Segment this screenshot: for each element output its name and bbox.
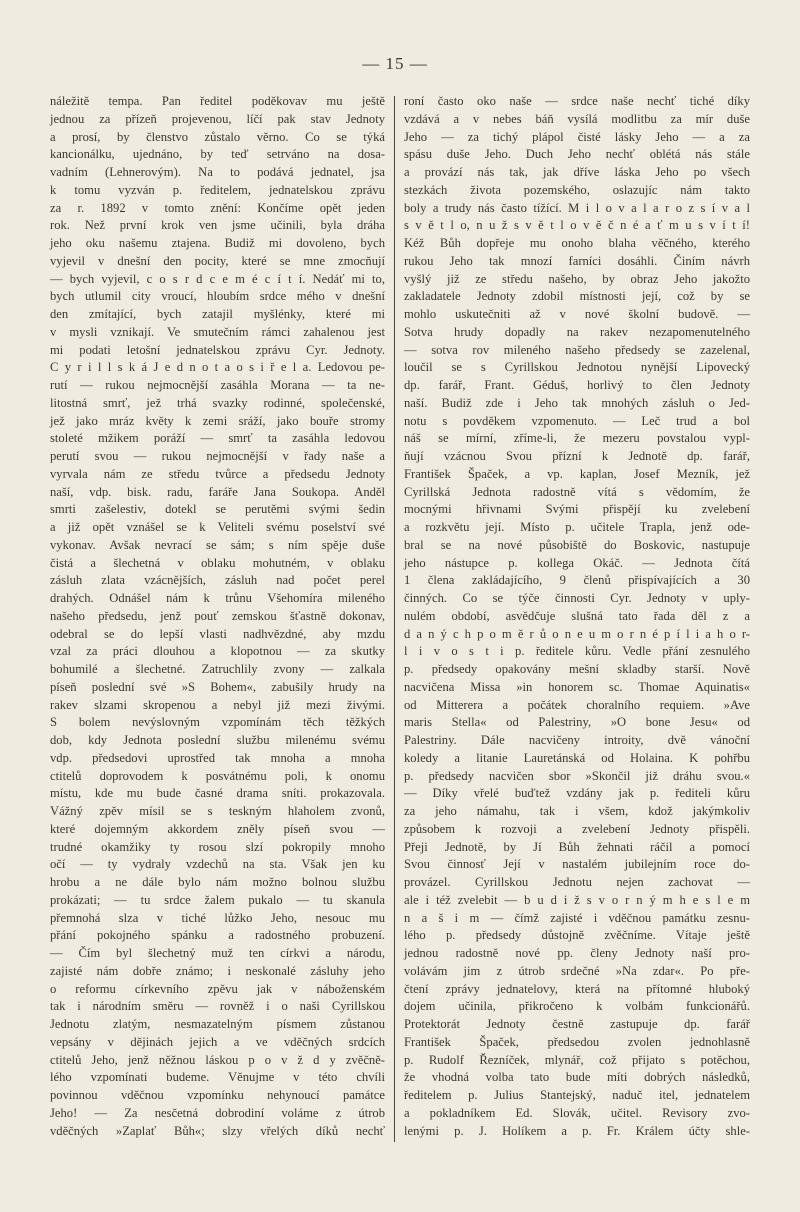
text-line: Sotva hrudy dopadly na rakev nezapomenutelného xyxy=(404,324,750,339)
text-line: rok. Než první krok ven jsme učinili, byla dráha xyxy=(50,218,385,233)
text-line: koledy a litanie Lauretánská od Holaina. K pohřbu xyxy=(404,750,750,765)
text-line: vyrvala nám ze středu tvůrce a předsedu Jednoty xyxy=(50,466,385,481)
text-line: nacvičena Missa »in honorem sc. Thomae Aquinatis« xyxy=(404,679,750,694)
text-line: místu, kde mu bude časné drama sníti. prokazovala. xyxy=(50,786,385,801)
text-line: ředitelem p. Julius Stantejský, naduč itel, jednatelem xyxy=(404,1088,750,1102)
text-line: ctitelů Jeho, jenž něžnou láskou p o v ž d y zvěčně- xyxy=(50,1052,385,1067)
text-line: Palestriny. Dále nacvičeny introity, dvě vánoční xyxy=(404,733,750,747)
text-line: rutí — rukou nejmocnější zasáhla Morana — ta ne- xyxy=(50,378,385,392)
text-line: k tomu vyzván p. ředitelem, jednatelskou zprávu xyxy=(50,182,385,197)
text-line: jednou radostně nové pp. členy Jednoty naší pro- xyxy=(404,946,750,960)
text-line: maris Stella« od Palestriny, »O bone Jesu« od xyxy=(404,715,750,730)
text-line: rukou Jeho tak mnozí farníci dosáhli. Činím návrh xyxy=(404,253,750,268)
text-line: Jeho — za tichý plápol čisté lásky Jeho — a za xyxy=(404,129,750,144)
text-line: perutí svou — rukou nejmocnější v řady naše a xyxy=(50,449,385,463)
text-line: mocnými hřivnami Svými přispějí ku zvelebení xyxy=(404,502,750,517)
text-line: ale i též zvelebit — b u d i ž s v o r n ý m h e s l e m xyxy=(404,892,750,907)
text-line: za r. 1892 v tomto znění: Končíme opět jeden xyxy=(50,200,385,215)
text-line: 1 člena zakládajícího, 9 členů přispívajících a 30 xyxy=(404,573,750,588)
text-line: Protektorát Jednoty čestně zastupuje dp. farář xyxy=(404,1017,750,1031)
text-line: způsobem k rozvoji a zvelebení Jednoty přispěli. xyxy=(404,821,750,836)
text-line: náš se mírní, zříme-li, že mezeru povstalou vypl- xyxy=(404,431,750,446)
text-line: vyšlý již ze středu našeho, by obraz Jeho jakožto xyxy=(404,271,750,286)
text-line: v mysli vznikají. Ve smutečním rámci zahalenou jest xyxy=(50,324,385,339)
text-line: kancionálku, ujednáno, by teď setrváno na dosa- xyxy=(50,147,385,162)
text-line: píseň poslední své »S Bohem«, zabušily hrudy na xyxy=(50,679,385,694)
text-line: náležitě tempa. Pan ředitel poděkovav mu ještě xyxy=(50,94,385,108)
text-line: dob, kdy Jednota poslední službu milenému svému xyxy=(50,733,385,747)
text-line: mohlo uskutečniti až v nové školní budově. — xyxy=(404,307,750,321)
text-line: p. předsedy opakovány mešní skladby starší. Nově xyxy=(404,662,750,676)
text-line: přemnohá slza v tiché lůžko Jeho, nesouc mu xyxy=(50,910,385,925)
text-line: — Díky vřelé buďtež vzdány jak p. řediteli kůru xyxy=(404,786,750,801)
text-line: vzal za práci dlouhou a klopotnou — za skutky xyxy=(50,644,385,659)
text-line: zásluh zlata vzácnějších, zásluh nad počet perel xyxy=(50,573,385,588)
column-divider xyxy=(394,96,395,1142)
text-line: C y r i l l s k á J e d n o t a o s i ř e l a. Ledovou pe- xyxy=(50,360,385,375)
text-line: stezkách života pozemského, oslazujíc nám takto xyxy=(404,182,750,197)
text-line: bral se na nové působiště do Boskovic, nastupuje xyxy=(404,537,750,552)
text-line: Svou činnosť Její v nastalém jubilejním roce do- xyxy=(404,857,750,872)
text-line: zakladatele Jednoty zdobil místnosti její, což by se xyxy=(404,289,750,304)
text-line: našeho předsedu, jenž pouť zemskou šťastně dokonav, xyxy=(50,608,385,623)
text-line: vadním (Lehnerovým). Na to podává jednatel, jsa xyxy=(50,165,385,179)
text-line: bych utlumil city vroucí, hloubím srdce mého v dnešní xyxy=(50,289,385,304)
text-line: a pokladníkem Ed. Slovák, učitel. Revisory zvo- xyxy=(404,1105,750,1120)
text-line: čistá a šlechetná v oblaku mohutném, v oblaku xyxy=(50,555,385,570)
text-line: Jednotu zlatým, nesmazatelným písmem zůstanou xyxy=(50,1017,385,1031)
text-line: notu s povděkem vzpomenuto. — Leč trud a bol xyxy=(404,413,750,428)
text-line: František Špaček, předsedou zvolen jednohlasně xyxy=(404,1034,750,1049)
text-line: — sotva rov mileného našeho předsedy se zazelenal, xyxy=(404,342,750,357)
text-line: Kéž Bůh dopřeje mu onoho blaha věčného, kterého xyxy=(404,236,750,250)
text-line: které dojemným akkordem zněly píseň svou — xyxy=(50,821,385,836)
left-column xyxy=(50,93,385,1140)
text-line: den zmítající, bych zatajil myšlénky, které mi xyxy=(50,307,385,321)
text-line: a prosí, by členstvo zůstalo věrno. Co se týká xyxy=(50,129,385,144)
text-line: a již opět vznášel se k Veliteli svému poselství své xyxy=(50,520,385,534)
text-line: p. předsedy nacvičen sbor »Skončil již dráhu svou.« xyxy=(404,768,750,783)
text-line: odebral se do lepší vlasti nadhvězdné, aby mzdu xyxy=(50,626,385,641)
text-line: mi podati letošní jednatelskou zprávu Cyr. Jednoty. xyxy=(50,342,385,357)
text-line: vdp. předsedovi uprostřed tak mnoha a mnoha xyxy=(50,750,385,765)
text-line: n a š i m — čímž zajisté i vděčnou památku zesnu- xyxy=(404,910,750,925)
text-line: a rozkvětu její. Místo p. učitele Trapla, jenž ode- xyxy=(404,520,750,534)
text-line: naší. Budiž zde i Jeho tak mnohých zásluh o Jed- xyxy=(404,395,750,410)
text-line: d a n ý c h p o m ě r ů o n e u m o r n é p í l i a h o r- xyxy=(404,626,750,641)
text-line: spásu duše Jeho. Duch Jeho nechť oblétá nás stále xyxy=(404,147,750,162)
text-line: že vhodná volba tato bude míti dobrých následků, xyxy=(404,1070,750,1085)
text-line: Vážný zpěv mísil se s teskným hlaholem zvonů, xyxy=(50,804,385,818)
text-line: trudné okamžiky ty rosou slzí pokropily mnoho xyxy=(50,839,385,854)
text-line: l i v o s t i p. ředitele kůru. Vedle přání zesnulého xyxy=(404,644,750,659)
text-line: jeho nástupce p. kollega Okáč. — Jednota čítá xyxy=(404,555,750,570)
text-line: za jeho námahu, tak i všem, kdož jakýmkoliv xyxy=(404,804,750,818)
text-line: činných. Co se týče činnosti Cyr. Jednoty v uply- xyxy=(404,591,750,605)
text-line: jednou za přízeň projevenou, líčí pak stav Jednoty xyxy=(50,111,385,126)
text-line: lého p. předsedy důstojně zvěčníme. Vítaje ještě xyxy=(404,928,750,943)
text-line: s v ě t l o, n u ž s v ě t l o v ě č n é a ť m u s v í t í! xyxy=(404,218,750,233)
text-line: — bych vyjevil, c o s r d c e m é c í t í. Nedáť mi to, xyxy=(50,271,385,286)
text-line: loučil se s Cyrillskou Jednotou nynější Lipovecký xyxy=(404,360,750,375)
text-line: vykonav. Avšak nevrací se sám; s ním spěje duše xyxy=(50,537,385,552)
text-line: bohumilé a šlechetné. Zatruchlily zvony — zalkala xyxy=(50,662,385,676)
text-line: p. Rudolf Řezníček, mlynář, což přijato s potěchou, xyxy=(404,1052,750,1067)
text-line: čtení zprávy jednatelovy, která na přítomné hluboký xyxy=(404,981,750,996)
text-line: jež jako mráz květy k zemi sráží, jako bouře stromy xyxy=(50,413,385,428)
page-number: — 15 — xyxy=(362,54,428,73)
text-line: zajisté nám dobře známo; i neskonalé zásluhy jeho xyxy=(50,963,385,978)
text-line: František Špaček, a vp. kaplan, Josef Mezník, jež xyxy=(404,466,750,481)
text-line: dojem učinila, přikročeno k volbám funkcionářů. xyxy=(404,999,750,1014)
text-line: vepsány v dějinách jejich a ve vděčných srdcích xyxy=(50,1034,385,1049)
text-line: roní často oko naše — srdce naše nechť tiché díky xyxy=(404,94,750,108)
text-line: Cyrillská Jednota radostně vítá s vědomím, že xyxy=(404,484,750,499)
text-line: přání pokojného spánku a radostného probuzení. xyxy=(50,928,385,943)
text-line: S bolem nevýslovným vzpomínám těch těžkých xyxy=(50,715,385,730)
text-line: a provází nás tak, jak dříve láska Jeho po všech xyxy=(404,165,750,179)
text-line: rakev slzami skropenou a nebyl již mezi živými. xyxy=(50,697,385,712)
text-line: povinnou vděčnou vzpomínku nehynoucí památce xyxy=(50,1088,385,1102)
right-column xyxy=(404,93,750,1140)
text-line: smrti zašelestiv, dotekl se perutěmi svými šedin xyxy=(50,502,385,517)
text-line: vděčných »Zaplať Bůh«; slzy vřelých díků nechť xyxy=(50,1123,385,1138)
text-line: očí — ty vydraly vzdechů na sta. Však jen ku xyxy=(50,857,385,872)
text-line: dp. farář, Frant. Géduš, horlivý to člen Jednoty xyxy=(404,378,750,392)
text-line: boly a trudy nás často tížící. M i l o v a l a r o z s í v a l xyxy=(404,200,750,215)
text-line: stoleté mžikem poráží — smrť ta zasáhla ledovou xyxy=(50,431,385,446)
text-line: vyjevil v dnešní den pocity, které se mne zmocňují xyxy=(50,253,385,268)
text-line: ňují vzácnou Svou přízní k Jednotě dp. farář, xyxy=(404,449,750,463)
text-line: nulém období, asvědčuje slušná tato řada děl z a xyxy=(404,608,750,623)
text-line: ctitelů doprovodem k posvátnému poli, k onomu xyxy=(50,768,385,783)
text-line: Přeji Jednotě, by Jí Bůh žehnati ráčil a pomocí xyxy=(404,839,750,854)
text-line: — Čím byl šlechetný muž ten církvi a národu, xyxy=(50,946,385,960)
text-line: volávám jim z útrob srdečné »Na zdar«. Po pře- xyxy=(404,963,750,978)
text-line: Jeho! — Za nesčetná dobrodiní voláme z útrob xyxy=(50,1105,385,1120)
text-line: od Mitterera a počátek choralního requiem. »Ave xyxy=(404,697,750,712)
text-line: litostná smrť, jež trhá svazky rodinné, společenské, xyxy=(50,395,385,410)
text-line: hrobu a ne dále bylo nám možno bolnou službu xyxy=(50,875,385,889)
text-line: lenými p. J. Holíkem a p. Fr. Králem účty shle- xyxy=(404,1123,750,1138)
text-line: o reformu církevního zpěvu jak v náboženském xyxy=(50,981,385,996)
text-line: jeho oku našemu ztajena. Budiž mi dovoleno, bych xyxy=(50,236,385,250)
text-line: drahých. Odnášel nám k trůnu Všehomíra mileného xyxy=(50,591,385,605)
text-line: tak i národním směru — rovněž i o naši Cyrillskou xyxy=(50,999,385,1014)
text-line: provázel. Cyrillskou Jednotu nejen zachovat — xyxy=(404,875,750,889)
text-line: lého vzpomínati budeme. Věnujme v této chvíli xyxy=(50,1070,385,1085)
text-line: prokázati; — tu srdce žalem pukalo — tu skanula xyxy=(50,892,385,907)
text-line: naší, vdp. bisk. radu, faráře Jana Soukopa. Anděl xyxy=(50,484,385,499)
text-line: vzdává a v nebes báň vysílá modlitbu za mír duše xyxy=(404,111,750,126)
